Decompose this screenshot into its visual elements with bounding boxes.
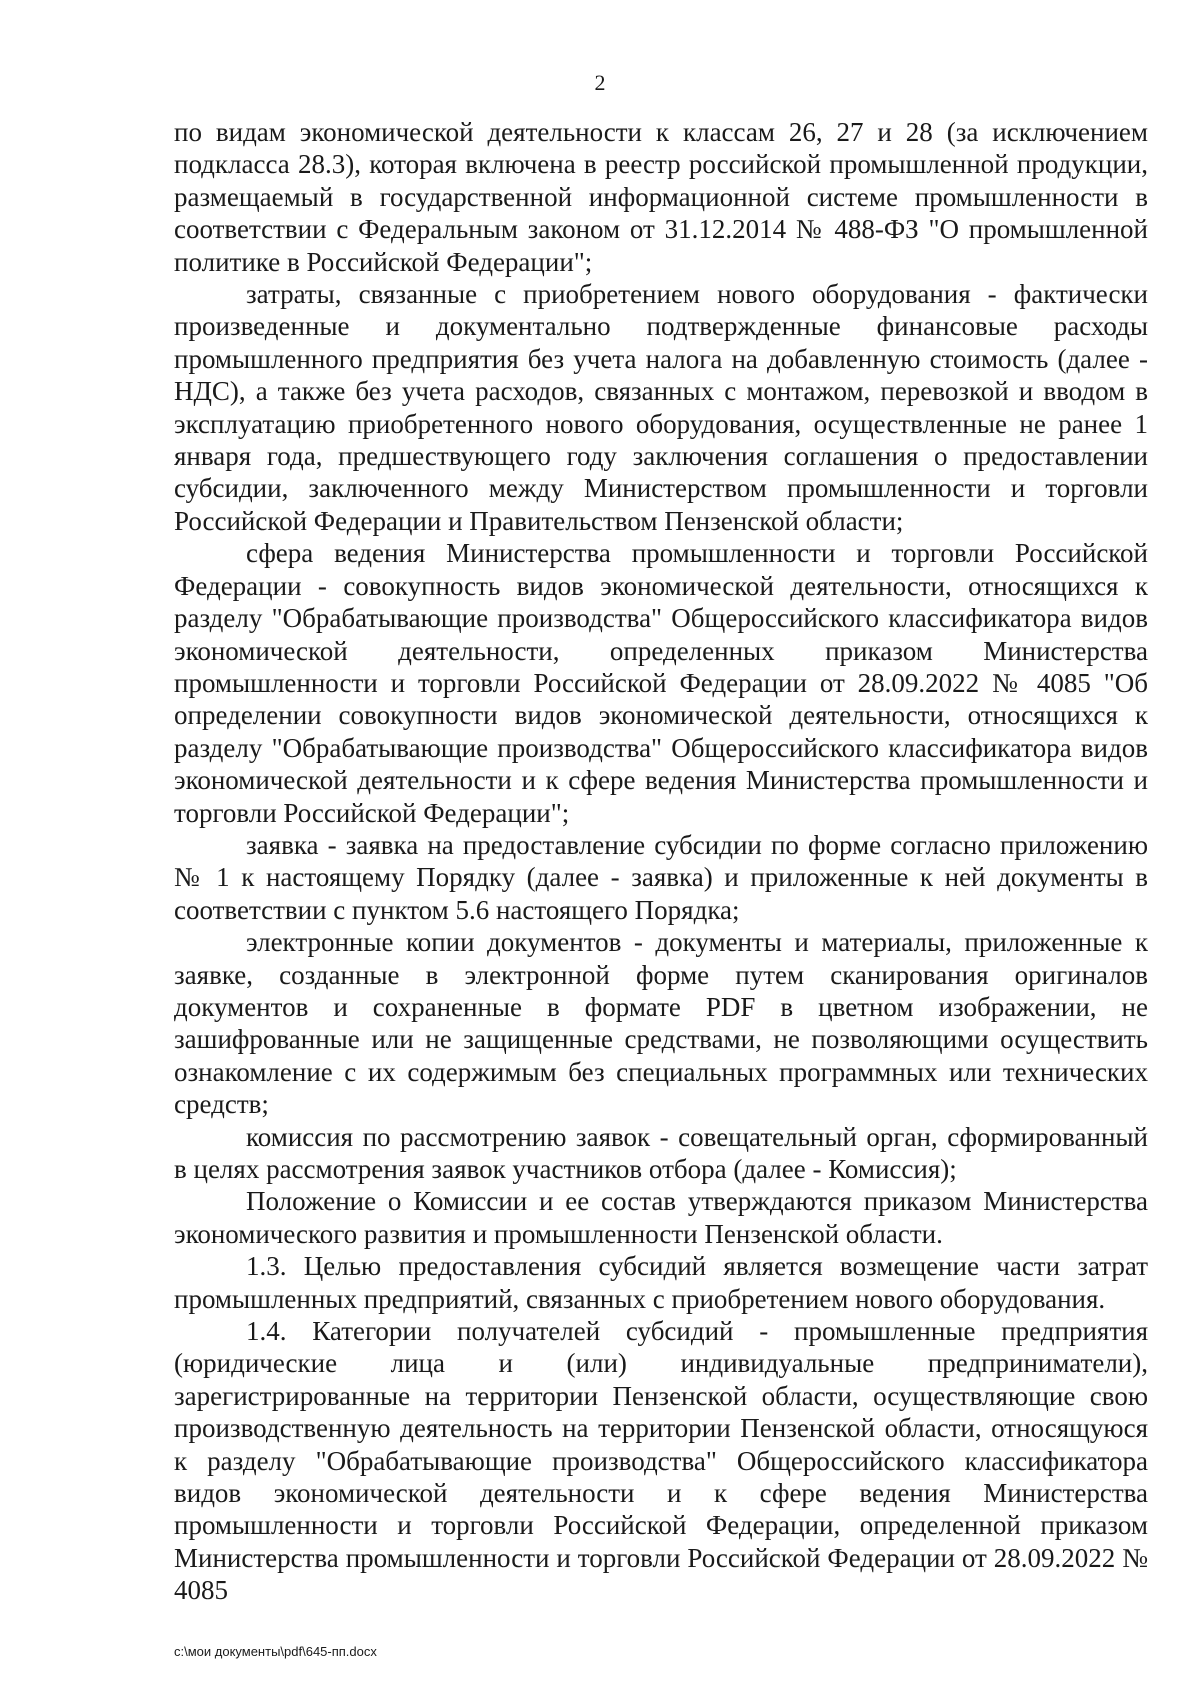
paragraph-8: 1.3. Целью предоставления субсидий является возмещение части затрат промышленных предприятий, связанных с приобретением нового оборудования. bbox=[174, 1251, 1148, 1314]
page-number: 2 bbox=[594, 70, 606, 95]
paragraph-5: электронные копии документов - документы и материалы, приложенные к заявке, созданные в электронной форме путем сканирования оригиналов документов и сохраненные в формате PDF в цветном изображении, не зашифрованные или не защищенные средствами, не позволяющими осуществить ознакомление с их содержимым без специальных программных или технических средств; bbox=[174, 927, 1148, 1120]
paragraph-6: комиссия по рассмотрению заявок - совещательный орган, сформированный в целях рассмотрения заявок участников отбора (далее - Комиссия); bbox=[174, 1121, 1148, 1184]
paragraph-9: 1.4. Категории получателей субсидий - промышленные предприятия (юридические лица и (или) индивидуальные предприниматели), зарегистрированные на территории Пензенской области, осуществляющие свою производственную деятельность на территории Пензенской области, относящуюся к разделу "Обрабатывающие производства" Общероссийского классификатора видов экономической деятельности и к сфере ведения Министерства промышленности и торговли Российской Федерации, определенной приказом Министерства промышленности и торговли Российской Федерации от 28.09.2022 № 4085 bbox=[174, 1316, 1148, 1606]
document-body bbox=[174, 116, 1148, 1607]
paragraph-2: затраты, связанные с приобретением нового оборудования - фактически произведенные и документально подтвержденные финансовые расходы промышленного предприятия без учета налога на добавленную стоимость (далее - НДС), а также без учета расходов, связанных с монтажом, перевозкой и вводом в эксплуатацию приобретенного нового оборудования, осуществленные не ранее 1 января года, предшествующего году заключения соглашения о предоставлении субсидии, заключенного между Министерством промышленности и торговли Российской Федерации и Правительством Пензенской области; bbox=[174, 279, 1148, 536]
paragraph-1: по видам экономической деятельности к классам 26, 27 и 28 (за исключением подкласса 28.3), которая включена в реестр российской промышленной продукции, размещаемый в государственной информационной системе промышленности в соответствии с Федеральным законом от 31.12.2014 № 488-ФЗ "О промышленной политике в Российской Федерации"; bbox=[174, 117, 1148, 277]
paragraph-4: заявка - заявка на предоставление субсидии по форме согласно приложению № 1 к настоящему Порядку (далее - заявка) и приложенные к ней документы в соответствии с пунктом 5.6 настоящего Порядка; bbox=[174, 829, 1148, 925]
paragraph-7: Положение о Комиссии и ее состав утверждаются приказом Министерства экономического развития и промышленности Пензенской области. bbox=[174, 1186, 1148, 1249]
paragraph-3: сфера ведения Министерства промышленности и торговли Российской Федерации - совокупность видов экономической деятельности, относящихся к разделу "Обрабатывающие производства" Общероссийского классификатора видов экономической деятельности, определенных приказом Министерства промышленности и торговли Российской Федерации от 28.09.2022 № 4085 "Об определении совокупности видов экономической деятельности, относящихся к разделу "Обрабатывающие производства" Общероссийского классификатора видов экономической деятельности и к сфере ведения Министерства промышленности и торговли Российской Федерации"; bbox=[174, 538, 1148, 828]
footer-file-path: c:\мои документы\pdf\645-пп.docx bbox=[174, 1644, 377, 1659]
